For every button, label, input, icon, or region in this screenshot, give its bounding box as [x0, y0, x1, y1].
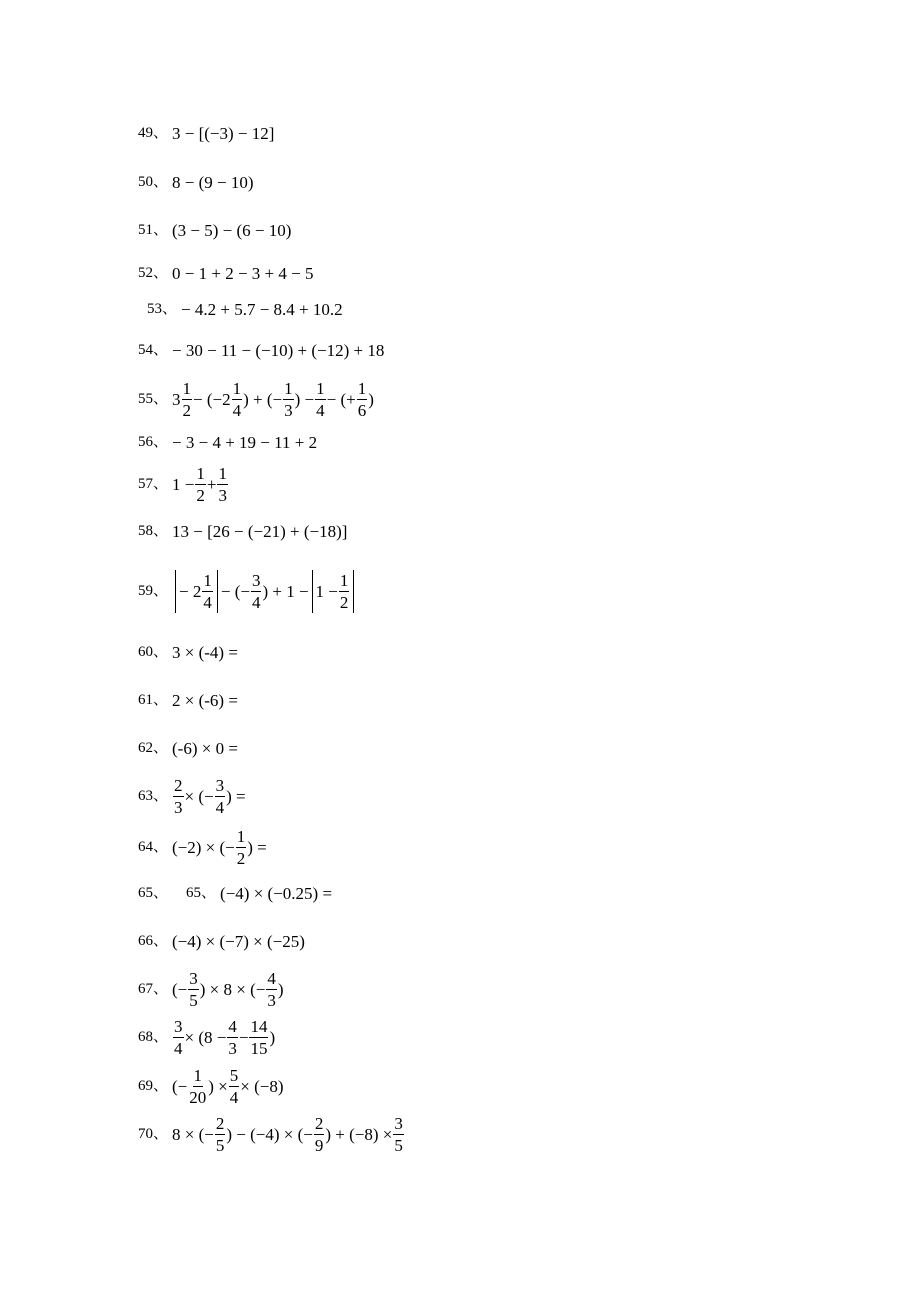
fraction — [232, 380, 243, 419]
problem-65 — [138, 885, 332, 902]
expr-text: ) + 1 − — [262, 582, 309, 601]
problem-number: 54、 — [138, 342, 169, 358]
numerator: 3 — [215, 776, 225, 795]
numerator: 1 — [182, 379, 192, 398]
denominator: 15 — [250, 1039, 268, 1058]
problem-68 — [138, 1018, 275, 1057]
problem-number: 51、 — [138, 222, 169, 238]
problem-70 — [138, 1115, 405, 1154]
numerator: 1 — [236, 827, 246, 846]
denominator: 4 — [232, 401, 242, 420]
denominator: 6 — [357, 401, 367, 420]
problem-expression: − 30 − 11 − (−10) + (−12) + 18 — [172, 341, 385, 360]
expr-text: 8 × (− — [172, 1125, 214, 1144]
denominator: 2 — [339, 593, 349, 612]
problem-number: 60、 — [138, 644, 169, 660]
numerator: 4 — [267, 969, 276, 988]
expr-text: ) × 8 × (− — [199, 980, 266, 999]
numerator: 2 — [314, 1114, 324, 1133]
numerator: 1 — [316, 379, 325, 398]
expr-text: ) + (− — [243, 390, 283, 409]
expr-text: (− — [172, 1077, 188, 1096]
fraction — [229, 1067, 240, 1106]
problem-63 — [138, 777, 246, 816]
expr-text: − 2 — [179, 582, 202, 601]
denominator: 3 — [284, 401, 293, 420]
denominator: 4 — [229, 1088, 239, 1107]
numerator: 1 — [339, 571, 349, 590]
problem-expression: − 4.2 + 5.7 − 8.4 + 10.2 — [181, 300, 343, 319]
problem-expression — [172, 465, 229, 504]
problem-expression: 13 − [26 − (−21) + (−18)] — [172, 522, 348, 541]
fraction — [215, 777, 226, 816]
denominator: 20 — [189, 1088, 207, 1107]
denominator: 3 — [174, 798, 183, 817]
problem-56 — [138, 434, 317, 451]
fraction — [236, 828, 247, 867]
expr-text: (− — [172, 980, 188, 999]
expr-text: − (− — [220, 582, 250, 601]
problem-54 — [138, 342, 384, 359]
expr-text: − (+ — [326, 390, 356, 409]
problem-66 — [138, 933, 305, 950]
expr-text: − — [238, 1028, 249, 1047]
fraction — [251, 572, 262, 611]
problem-50 — [138, 174, 254, 191]
problem-expression — [172, 777, 246, 816]
problem-number: 67、 — [138, 981, 169, 997]
denominator: 4 — [215, 798, 225, 817]
denominator: 5 — [189, 991, 198, 1010]
fraction — [182, 380, 193, 419]
problem-number: 56、 — [138, 434, 169, 450]
fraction — [339, 572, 350, 611]
problem-57 — [138, 465, 229, 504]
fraction — [188, 970, 199, 1009]
denominator: 3 — [218, 486, 227, 505]
denominator: 4 — [316, 401, 325, 420]
problem-number: 62、 — [138, 740, 169, 756]
problem-52 — [138, 265, 313, 282]
problem-expression: (−4) × (−7) × (−25) — [172, 932, 305, 951]
problem-number: 55、 — [138, 391, 169, 407]
expr-text: ) − — [294, 390, 315, 409]
fraction — [195, 465, 206, 504]
problem-number-repeat: 65、 — [186, 885, 217, 901]
problem-number: 68、 — [138, 1029, 169, 1045]
expr-text: ) × — [208, 1077, 228, 1096]
problem-number: 59、 — [138, 583, 169, 599]
problem-number: 70、 — [138, 1126, 169, 1142]
numerator: 5 — [229, 1066, 239, 1085]
expr-text: 1 − — [172, 475, 195, 494]
numerator: 3 — [394, 1114, 403, 1133]
numerator: 4 — [228, 1017, 237, 1036]
fraction — [283, 380, 294, 419]
problem-expression — [172, 570, 357, 613]
problem-expression — [172, 1067, 284, 1106]
problem-number: 65、 — [138, 885, 169, 901]
problem-61 — [138, 692, 238, 709]
problem-expression — [172, 380, 374, 419]
problem-number: 64、 — [138, 839, 169, 855]
problem-expression: 3 − [(−3) − 12] — [172, 124, 275, 143]
expr-text: × (− — [184, 787, 214, 806]
numerator: 3 — [174, 1017, 183, 1036]
fraction — [249, 1018, 268, 1057]
absolute-value — [175, 570, 218, 613]
problem-67 — [138, 970, 284, 1009]
problem-59 — [138, 570, 357, 613]
denominator: 2 — [236, 849, 246, 868]
problem-expression: 2 × (-6) = — [172, 691, 238, 710]
problem-number: 69、 — [138, 1078, 169, 1094]
fraction — [173, 1018, 184, 1057]
numerator: 2 — [215, 1114, 225, 1133]
problem-expression: (−4) × (−0.25) = — [220, 884, 333, 903]
problem-51 — [138, 222, 291, 239]
problem-number: 57、 — [138, 476, 169, 492]
expr-text: × (8 − — [184, 1028, 227, 1047]
problem-expression: (3 − 5) − (6 − 10) — [172, 221, 292, 240]
denominator: 4 — [174, 1039, 183, 1058]
denominator: 4 — [251, 593, 261, 612]
problem-number: 49、 — [138, 125, 169, 141]
problem-number: 58、 — [138, 523, 169, 539]
fraction — [357, 380, 368, 419]
expr-text: (−2) × (− — [172, 838, 235, 857]
expr-text: ) — [269, 1028, 276, 1047]
problem-expression — [172, 828, 267, 867]
problem-expression — [172, 1018, 275, 1057]
denominator: 3 — [267, 991, 276, 1010]
denominator: 5 — [215, 1136, 225, 1155]
problem-64 — [138, 828, 267, 867]
problem-number: 66、 — [138, 933, 169, 949]
numerator: 1 — [232, 379, 242, 398]
problem-number: 52、 — [138, 265, 169, 281]
expr-text: ) = — [226, 787, 246, 806]
expr-text: ) − (−4) × (− — [226, 1125, 313, 1144]
problem-58 — [138, 523, 347, 540]
problem-62 — [138, 740, 238, 757]
expr-text: + — [206, 475, 217, 494]
numerator: 14 — [250, 1017, 268, 1036]
problem-expression: 0 − 1 + 2 − 3 + 4 − 5 — [172, 264, 314, 283]
denominator: 4 — [203, 593, 212, 612]
denominator: 2 — [182, 401, 192, 420]
problem-expression: 3 × (-4) = — [172, 643, 238, 662]
expr-text: ) = — [247, 838, 267, 857]
fraction — [393, 1115, 404, 1154]
expr-text: ) + (−8) × — [325, 1125, 393, 1144]
problem-number: 63、 — [138, 788, 169, 804]
problem-expression — [172, 1115, 405, 1154]
expr-text: ) — [277, 980, 284, 999]
numerator: 1 — [203, 571, 212, 590]
problem-55 — [138, 380, 374, 419]
denominator: 2 — [196, 486, 205, 505]
fraction — [314, 1115, 325, 1154]
problem-expression — [172, 970, 284, 1009]
expr-text: × (−8) — [240, 1077, 284, 1096]
expr-text: − (−2 — [193, 390, 231, 409]
fraction — [266, 970, 277, 1009]
problem-69 — [138, 1067, 284, 1106]
fraction — [173, 777, 184, 816]
denominator: 9 — [314, 1136, 324, 1155]
problem-number: 50、 — [138, 174, 169, 190]
problem-expression: − 3 − 4 + 19 − 11 + 2 — [172, 433, 318, 452]
numerator: 3 — [251, 571, 261, 590]
numerator: 1 — [357, 379, 367, 398]
problem-53 — [147, 301, 343, 318]
denominator: 3 — [228, 1039, 237, 1058]
fraction — [202, 572, 213, 611]
numerator: 1 — [284, 379, 293, 398]
problem-49 — [138, 125, 274, 142]
numerator: 1 — [196, 464, 205, 483]
problem-number: 61、 — [138, 692, 169, 708]
denominator: 5 — [394, 1136, 403, 1155]
expr-text: 3 — [172, 390, 181, 409]
fraction — [315, 380, 326, 419]
expr-text: 1 − — [315, 582, 338, 601]
fraction — [215, 1115, 226, 1154]
absolute-value — [312, 570, 355, 613]
problem-expression: (-6) × 0 = — [172, 739, 238, 758]
expr-text: ) — [368, 390, 374, 409]
problem-number: 53、 — [147, 301, 178, 317]
numerator: 3 — [189, 969, 198, 988]
problem-60 — [138, 644, 238, 661]
fraction — [227, 1018, 238, 1057]
numerator: 1 — [193, 1066, 203, 1085]
numerator: 1 — [218, 464, 227, 483]
fraction — [217, 465, 228, 504]
problem-expression: 8 − (9 − 10) — [172, 173, 254, 192]
numerator: 2 — [174, 776, 183, 795]
fraction — [188, 1067, 207, 1106]
